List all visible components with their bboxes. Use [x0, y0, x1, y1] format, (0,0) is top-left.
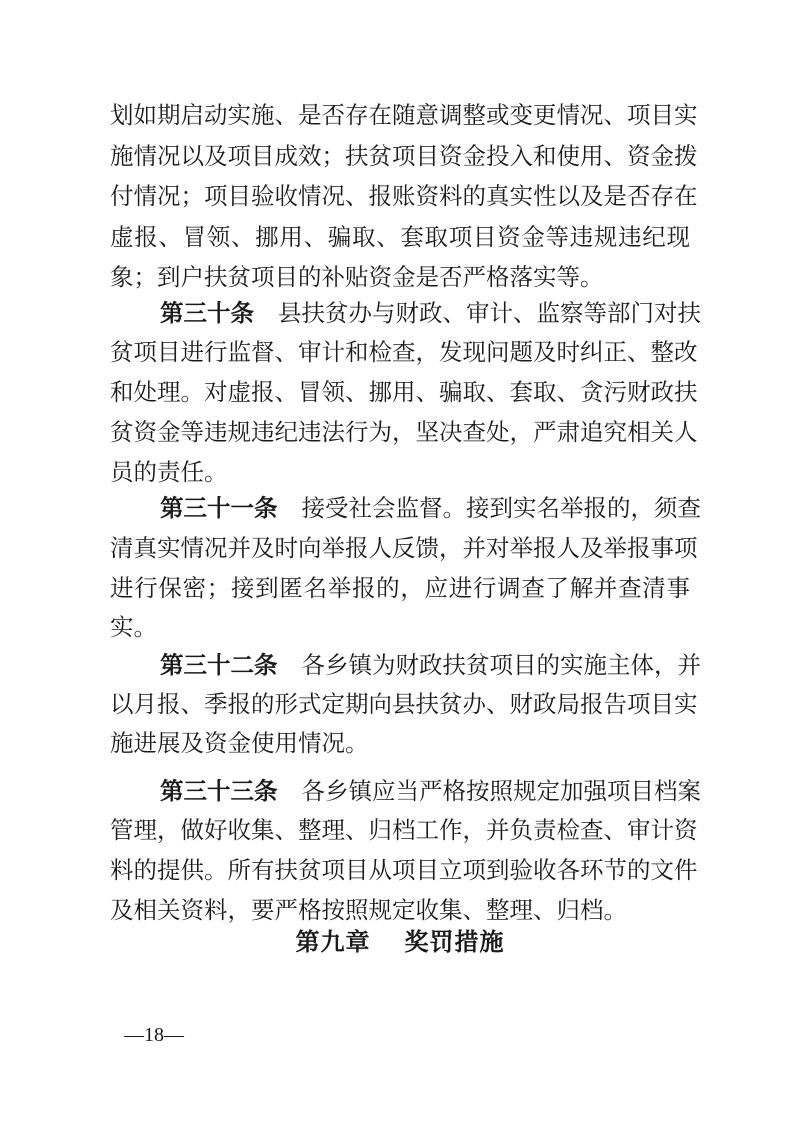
text-line: 及相关资料，要严格按照规定收集、整理、归档。 [110, 896, 627, 924]
text-line: 以月报、季报的形式定期向县扶贫办、财政局报告项目实 [110, 690, 698, 718]
text-line: 进行保密；接到匿名举报的，应进行调查了解并查清事 [110, 574, 690, 602]
article-30-title: 第三十条 [160, 299, 254, 327]
text-line: 清真实情况并及时向举报人反馈，并对举报人及举报事项 [110, 534, 698, 562]
article-31-first-line [160, 493, 701, 523]
text-line: 划如期启动实施、是否存在随意调整或变更情况、项目实 [110, 101, 698, 129]
text-line: 付情况；项目验收情况、报账资料的真实性以及是否存在 [110, 182, 698, 210]
chapter-title: 奖罚措施 [404, 928, 505, 956]
text-line: 管理，做好收集、整理、归档工作，并负责检查、审计资 [110, 816, 698, 844]
text-line: 料的提供。所有扶贫项目从项目立项到验收各环节的文件 [110, 856, 698, 884]
text-line: 施情况以及项目成效；扶贫项目资金投入和使用、资金拨 [110, 142, 698, 170]
article-32-title: 第三十二条 [160, 651, 278, 679]
text-line: 贫资金等违规违纪违法行为，坚决查处，严肃追究相关人 [110, 418, 698, 446]
chapter-number: 第九章 [295, 928, 371, 956]
text-line: 员的责任。 [110, 458, 228, 486]
text-line: 实。 [110, 613, 157, 641]
text-span: 各乡镇为财政扶贫项目的实施主体，并 [301, 651, 701, 679]
text-span: 接受社会监督。接到实名举报的，须查 [301, 494, 701, 522]
text-line: 虚报、冒领、挪用、骗取、套取项目资金等违规违纪现 [110, 223, 690, 251]
text-line: 贫项目进行监督、审计和检查，发现问题及时纠正、整改 [110, 338, 698, 366]
page-number: —18— [124, 1024, 184, 1046]
article-33-title: 第三十三条 [160, 777, 278, 805]
text-line: 和处理。对虚报、冒领、挪用、骗取、套取、贪污财政扶 [110, 378, 698, 406]
article-33-first-line [160, 776, 701, 806]
chapter-heading [0, 922, 800, 957]
text-span: 县扶贫办与财政、审计、监察等部门对扶 [278, 299, 701, 327]
article-32-first-line [160, 650, 701, 680]
text-span: 各乡镇应当严格按照规定加强项目档案 [301, 777, 701, 805]
article-30-first-line [160, 298, 701, 328]
text-line: 象；到户扶贫项目的补贴资金是否严格落实等。 [110, 263, 604, 291]
text-line: 施进展及资金使用情况。 [110, 729, 369, 757]
article-31-title: 第三十一条 [160, 494, 278, 522]
